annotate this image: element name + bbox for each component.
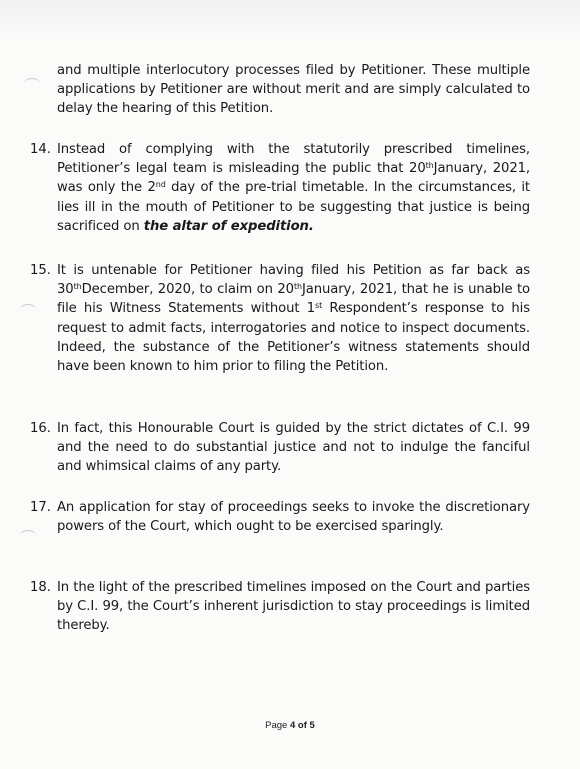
- paragraph-number: 16.: [30, 421, 51, 436]
- paragraph-body: [57, 419, 530, 477]
- superscript: th: [73, 282, 82, 292]
- paragraph-body: [57, 261, 530, 376]
- paragraph-text: In fact, this Honourable Court is guided by the strict dictates of C.I. 99 and the need to do substantial justice and not to indulge the fanciful and whimsical claims of any party.: [57, 421, 530, 475]
- punch-hole-mark: [24, 78, 40, 89]
- paragraph-17: [30, 498, 530, 536]
- page-current: 4: [289, 720, 296, 731]
- continued-paragraph: and multiple interlocutory processes filed by Petitioner. These multiple applications by Petitioner are without merit and are simply calculated to delay the hearing of this Petition.: [57, 63, 530, 117]
- paragraph-body: [57, 498, 530, 536]
- paragraph-text: January, 2021, that he is unable to file his Witness Statements without 1: [57, 282, 531, 317]
- paragraph-text: Respondent’s response to his request to admit facts, interrogatories and notice to inspect documents. Indeed, the substance of the Petitioner’s witness statements should have been known to him prior to filing the Petition.: [57, 301, 531, 375]
- paragraph-text: It is untenable for Petitioner having filed his Petition as far back as 30: [57, 263, 530, 298]
- page-of: of: [297, 720, 307, 731]
- scan-shadow: [0, 0, 580, 40]
- paragraph-16: [30, 419, 530, 477]
- superscript: th: [425, 161, 434, 171]
- paragraph-text: December, 2020, to claim on 20: [81, 282, 294, 298]
- emphasis-text: the altar of expedition.: [143, 218, 314, 234]
- superscript: st: [315, 301, 323, 311]
- paragraph-body: [57, 140, 530, 236]
- paragraph-text: January, 2021, was only the 2: [57, 161, 530, 196]
- paragraph-number: 15.: [30, 263, 51, 278]
- paragraph-number: 14.: [30, 142, 51, 157]
- page-total: 5: [309, 720, 315, 731]
- paragraph-text: Instead of complying with the statutorily prescribed timelines, Petitioner’s legal team is misleading the public that 20: [57, 142, 530, 177]
- paragraph-number: 18.: [30, 580, 51, 595]
- paragraph-text: An application for stay of proceedings seeks to invoke the discretionary powers of the Court, which ought to be exercised sparingly.: [57, 500, 530, 535]
- superscript: th: [293, 282, 302, 292]
- paragraph-body: [57, 578, 530, 636]
- paragraph-number: 17.: [30, 500, 51, 515]
- paragraph-text: day of the pre-trial timetable. In the circumstances, it lies ill in the mouth of Petitioner to be suggesting that justice is being sacrificed on: [57, 180, 530, 234]
- superscript: nd: [155, 180, 166, 190]
- paragraph-18: [30, 578, 530, 636]
- paragraph-15: [30, 261, 530, 376]
- page-label: Page: [265, 720, 288, 731]
- paragraph-14: [30, 140, 530, 236]
- page-footer: [0, 720, 580, 731]
- paragraph-text: In the light of the prescribed timelines imposed on the Court and parties by C.I. 99, the Court’s inherent jurisdiction to stay proceedings is limited thereby.: [57, 580, 530, 634]
